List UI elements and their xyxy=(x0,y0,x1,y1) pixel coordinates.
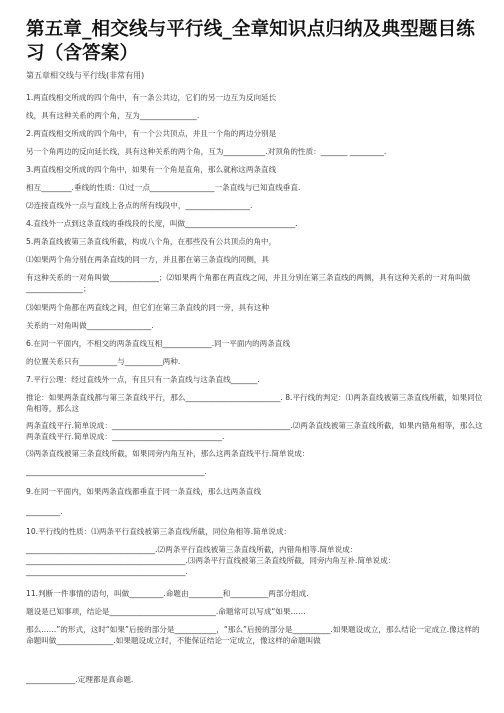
text-line: 2.两直线相交所成的四个角中，有一个公共顶点，并且一个角的两边分别是 xyxy=(26,129,277,138)
text-line: 线，具有这种关系的两个角，互为_______________. xyxy=(26,111,200,120)
text-line: 另一个角两边的反向延长线，具有这种关系的两个角，互为___________.对顶角的性质：_______ _________. xyxy=(26,147,387,156)
text-line: 1.两直线相交所成的四个角中，有一条公共边，它们的另一边互为反向延长 xyxy=(26,93,277,102)
text-line: 11.判断一件事情的语句，叫做_________.命题由_________和__________两部分组成. xyxy=(26,589,309,598)
text-line: 有这种关系的一对角叫做_____________；⑵如果两个角都在两直线之间，并且分别在第三条直线的两侧，具有这种关系的一对角叫做_______________； xyxy=(26,273,471,293)
text-line: 5.两条直线被第三条直线所截，构成八个角，在那些没有公共顶点的角中， xyxy=(26,237,277,246)
text-line: _________. xyxy=(26,507,63,516)
text-line: 关系的一对角叫做_________________. xyxy=(26,321,154,330)
text-line: 6.在同一平面内，不相交的两条直线互相_____________.同一平面内的两条直线 xyxy=(26,339,291,348)
text-line: ⑴如果两个角分别在两条直线的同一方，并且都在第三条直线的同侧，具 xyxy=(26,255,269,264)
text-line: 10.平行线的性质：⑴两条平行直线被第三条直线所截，同位角相等.简单说成： xyxy=(26,527,292,536)
text-line: ⑶两条直线被第三条直线所截，如果同旁内角互补，那么这两条直线平行.简单说成： xyxy=(26,449,310,458)
chapter-subtitle: 第五章相交线与平行线(非常有用) xyxy=(26,71,145,80)
text-line: 那么……”的形式，这时“如果”后接的部分是___________，“那么”后接的部分是__________.如果题设成立，那么结论一定成立.像这样的命题叫做_______________.如果题设成立时，不能保证结论一定成立，像这样的命题叫做 xyxy=(26,625,480,645)
text-line: 3.两直线相交所成的四个角中，如果有一个角是直角，那么就称这两条直线 xyxy=(26,165,277,174)
text-line: ⑶如果两个角都在两直线之间，但它们在第三条直线的同一旁，具有这种 xyxy=(26,303,269,312)
text-line: _______________________________________________. xyxy=(26,467,207,476)
text-line: 相互________.垂线的性质：⑴过一点_________________一条直线与已知直线垂直. xyxy=(26,183,301,192)
text-line: 的位置关系只有__________与__________两种. xyxy=(26,357,181,366)
text-line: 4.直线外一点到这条直线的垂线段的长度，叫做_____________________________. xyxy=(26,219,298,228)
text-line: 7.平行公理：经过直线外一点，有且只有一条直线与这条直线_______. xyxy=(26,375,260,384)
text-line: 两条直线平行.简单说成：_______________________________________________.⑵两条直线被第三条直线所截，如果内错角相等，那么这两条直线平行.简单说成：_____________________________. xyxy=(26,421,483,441)
text-line: 题设是已知事项，结论是____________________________.命题常可以写成“如果…… xyxy=(26,607,306,616)
text-line: __________________________________.⑵两条平行直线被第三条直线所截，内错角相等.简单说成：__________________________________________.⑶两条平行直线被第三条直线所截，同旁内角互补.简单说成：__________________________________________. xyxy=(26,545,396,576)
text-line: 推论：如果两条直线都与第三条直线平行，那么_________________________. 8.平行线的判定：⑴两条直线被第三条直线所截，如果同位角相等，那么这 xyxy=(26,393,483,413)
text-line: ⑵连接直线外一点与直线上各点的所有线段中，_________________. xyxy=(26,201,253,210)
page-title: 第五章_相交线与平行线_全章知识点归纳及典型题目练习（含答案） xyxy=(26,19,476,64)
text-line: _____________.定理都是真命题. xyxy=(26,675,134,684)
text-line: 9.在同一平面内，如果两条直线都垂直于同一条直线，那么这两条直线 xyxy=(26,487,262,496)
